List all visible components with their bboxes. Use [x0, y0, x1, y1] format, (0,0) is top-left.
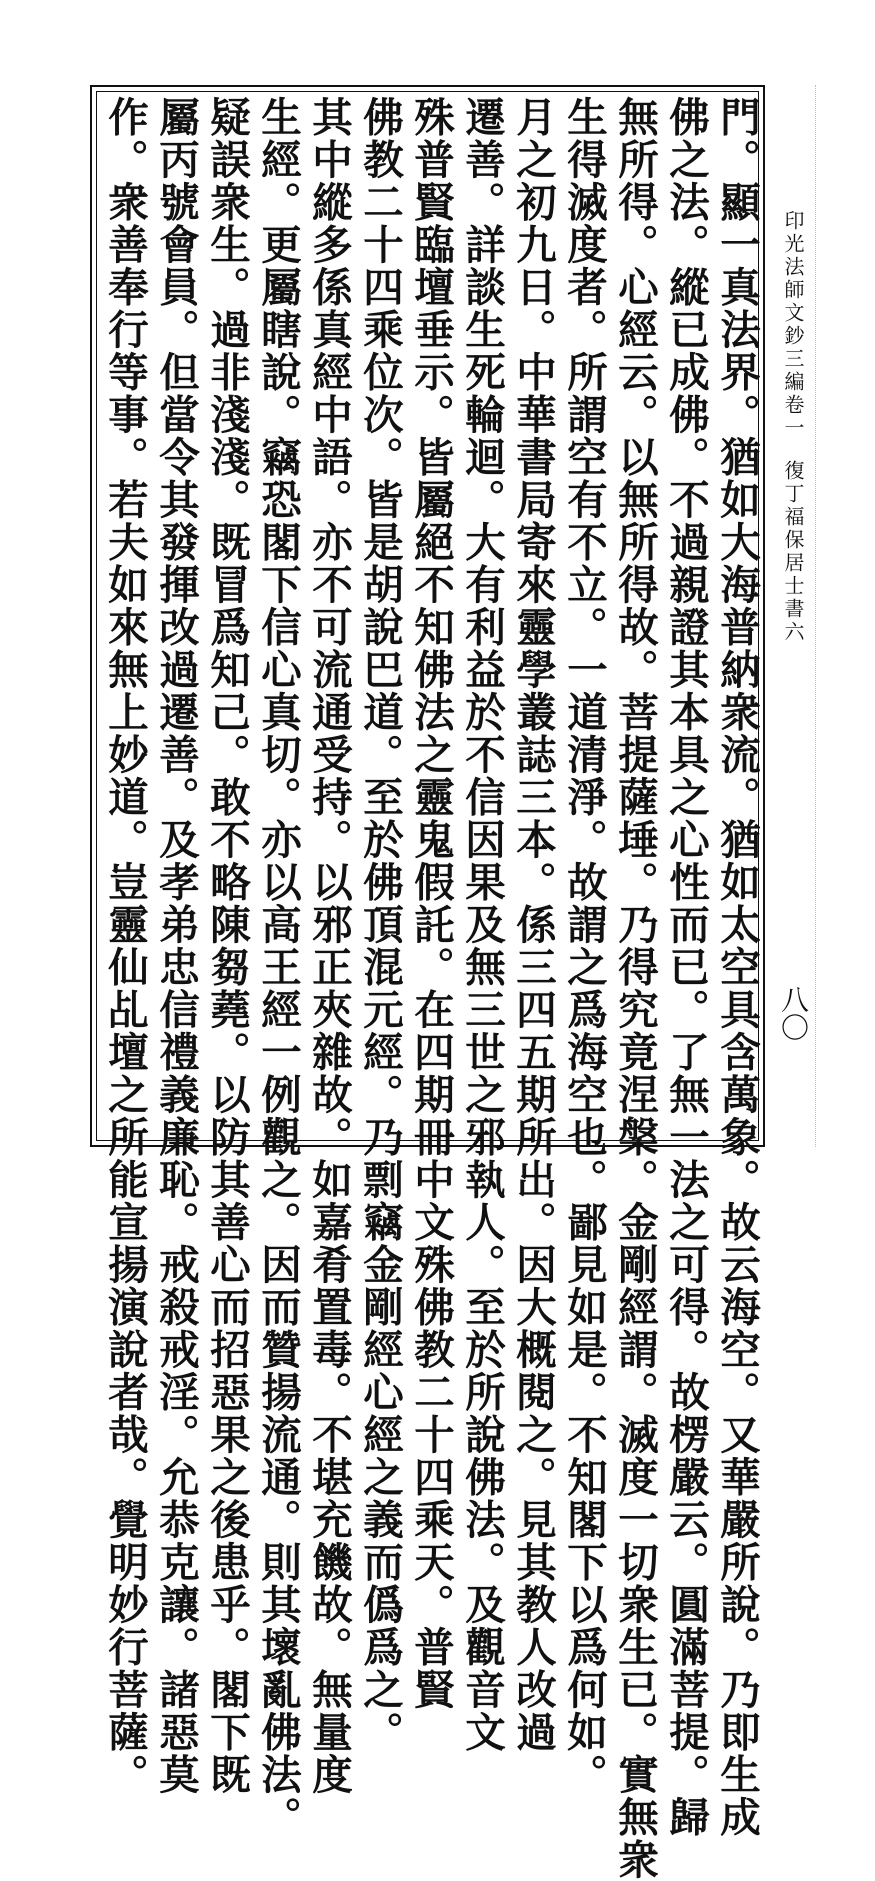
- text-column-7: 殊普賢臨壇垂示。皆屬絕不知佛法之靈鬼假託。在四期冊中文殊佛教二十四乘天。普賢: [407, 96, 455, 1711]
- text-column-8: 佛教二十四乘位次。皆是胡說巴道。至於佛頂混元經。乃剽竊金剛經心經之義而僞爲之。: [356, 96, 404, 1754]
- fold-line: [815, 85, 816, 1147]
- text-column-12: 屬丙號會員。但當令其發揮改過遷善。及孝弟忠信禮義廉恥。戒殺戒淫。允恭克讓。諸惡莫: [152, 96, 200, 1796]
- text-column-9: 其中縱多係真經中語。亦不可流通受持。以邪正夾雜故。如嘉肴置毒。不堪充饑故。無量度: [305, 96, 353, 1796]
- book-title: 印光法師文鈔三編卷一: [781, 210, 805, 440]
- text-column-1: 門。顯一真法界。猶如大海普納衆流。猶如太空具含萬象。故云海空。又華嚴所說。乃即生成: [713, 96, 761, 1839]
- text-column-2: 佛之法。縱已成佛。不過親證其本具之心性而已。了無一法之可得。故楞嚴云。圓滿菩提。歸: [662, 96, 710, 1839]
- text-column-13: 作。衆善奉行等事。若夫如來無上妙道。豈靈仙乩壇之所能宣揚演說者哉。覺明妙行菩薩。: [101, 96, 149, 1796]
- text-column-3: 無所得。心經云。以無所得故。菩提薩埵。乃得究竟涅槃。金剛經謂。滅度一切衆生已。實無衆: [611, 96, 659, 1881]
- text-column-6: 遷善。詳談生死輪迴。大有利益於不信因果及無三世之邪執人。至於所說佛法。及觀音文: [458, 96, 506, 1754]
- text-column-11: 疑誤衆生。過非淺淺。既冒爲知己。敢不略陳芻蕘。以防其善心而招惡果之後患乎。閣下既: [203, 96, 251, 1796]
- text-column-10: 生經。更屬瞎說。竊恐閣下信心真切。亦以高王經一例觀之。因而贊揚流通。則其壞亂佛法。: [254, 96, 302, 1839]
- page-number: 八〇: [777, 985, 810, 1041]
- text-column-5: 月之初九日。中華書局寄來靈學叢誌三本。係三四五期所出。因大概閱之。見其教人改過: [509, 96, 557, 1754]
- letter-title: 復丁福保居士書六: [781, 460, 805, 644]
- text-column-4: 生得滅度者。所謂空有不立。一道清淨。故謂之爲海空也。鄙見如是。不知閣下以爲何如。: [560, 96, 608, 1796]
